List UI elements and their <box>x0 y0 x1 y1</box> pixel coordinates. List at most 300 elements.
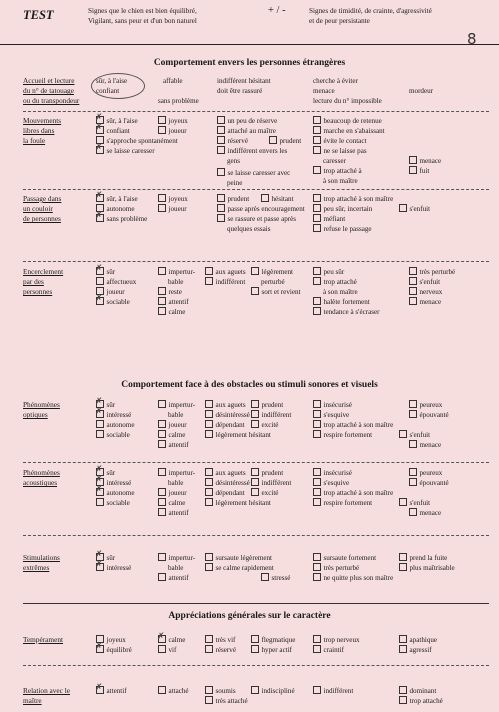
checkbox-option[interactable]: s'approche spontanément <box>96 136 178 146</box>
checkbox-option[interactable]: aux aguets <box>205 400 246 410</box>
checkbox[interactable] <box>313 420 321 428</box>
option-text: perturbé <box>261 278 285 286</box>
checkbox[interactable] <box>399 686 407 694</box>
checkbox[interactable] <box>409 478 417 486</box>
checkbox[interactable] <box>158 498 166 506</box>
checkbox[interactable] <box>313 214 321 222</box>
checkbox[interactable] <box>313 645 321 653</box>
row-label: Relation avec le maître <box>23 686 71 706</box>
option-text: bable <box>168 564 184 572</box>
checkbox-option[interactable]: ✗intéressé <box>96 478 131 488</box>
row-accueil <box>23 76 489 112</box>
checkbox[interactable] <box>158 508 166 516</box>
checkbox-option[interactable]: prudent <box>251 400 283 410</box>
checkbox-option[interactable]: apathique <box>399 635 437 645</box>
checkbox-option[interactable]: marche en s'abaissant <box>313 126 385 136</box>
row-label: Passage dans un couloir de personnes <box>23 194 62 224</box>
row-label: Stimulations extrêmes <box>23 553 60 573</box>
checkbox[interactable] <box>313 478 321 486</box>
header-positive-signs <box>88 6 248 26</box>
checkbox-option[interactable]: désintéressé <box>205 478 250 488</box>
checkbox[interactable] <box>158 204 166 212</box>
row-relation <box>23 686 489 710</box>
option-text: cherche à éviter <box>313 77 358 85</box>
checkbox[interactable] <box>158 635 166 643</box>
checkbox[interactable] <box>313 297 321 305</box>
checkbox[interactable] <box>217 204 225 212</box>
checkbox[interactable] <box>409 468 417 476</box>
option-text: menace <box>313 87 335 95</box>
checkbox-option[interactable]: ne quitte plus son maître <box>313 573 393 583</box>
checkbox[interactable] <box>217 146 225 154</box>
checkbox-option[interactable]: menace <box>409 508 441 518</box>
checkbox-option[interactable]: légèrement <box>251 267 293 277</box>
checkbox[interactable] <box>251 686 259 694</box>
checkbox[interactable] <box>96 277 104 285</box>
checkbox-option[interactable]: autonome <box>96 204 134 214</box>
checkbox[interactable] <box>399 498 407 506</box>
checkbox[interactable] <box>205 553 213 561</box>
checkbox-option[interactable]: trop attaché à son maître <box>313 194 393 204</box>
row-temperament <box>23 635 489 659</box>
section-title: Comportement envers les personnes étrangères <box>153 58 346 68</box>
checkbox-option[interactable]: reste <box>158 287 182 297</box>
checkbox[interactable] <box>217 194 225 202</box>
checkbox[interactable] <box>409 400 417 408</box>
checkbox[interactable] <box>399 553 407 561</box>
checkbox-option[interactable]: calme <box>158 430 185 440</box>
checkbox[interactable] <box>409 508 417 516</box>
checkbox-option[interactable]: ne se laisse pas <box>313 146 367 156</box>
handwritten-number: 8 <box>467 30 477 48</box>
checkbox[interactable] <box>313 573 321 581</box>
checkbox[interactable] <box>205 478 213 486</box>
row-label: Mouvements libres dans la foule <box>23 116 62 146</box>
checkbox[interactable] <box>409 277 417 285</box>
checkbox-option[interactable]: ✗confiant <box>96 126 130 136</box>
checkbox[interactable] <box>313 194 321 202</box>
checkbox-option[interactable]: indifférent <box>251 410 291 420</box>
checkbox[interactable] <box>217 116 225 124</box>
checkbox[interactable] <box>313 166 321 174</box>
checkbox-option[interactable]: ✗équilibré <box>96 645 132 655</box>
checkbox-option[interactable]: ✗sociable <box>96 297 130 307</box>
checkbox-option[interactable]: s'enfuit <box>399 430 430 440</box>
checkbox-option[interactable]: joyeux <box>96 635 126 645</box>
checkbox[interactable] <box>313 553 321 561</box>
checkbox-option[interactable]: impertur- <box>158 553 195 563</box>
checkbox-option[interactable]: insécurisé <box>313 400 352 410</box>
checkbox[interactable] <box>313 277 321 285</box>
checkbox[interactable] <box>409 287 417 295</box>
checkbox-option[interactable]: peureux <box>409 400 442 410</box>
checkbox-option[interactable]: se laisse caresser avec <box>217 168 290 178</box>
option-text: bable <box>168 278 184 286</box>
checkbox[interactable] <box>96 126 104 134</box>
checkbox-option[interactable]: prudent <box>269 136 301 146</box>
checkbox-option[interactable]: joueur <box>158 126 187 136</box>
option-text: quelques essais <box>227 225 271 233</box>
checkbox[interactable] <box>313 307 321 315</box>
checkbox[interactable] <box>158 420 166 428</box>
checkbox-option[interactable]: respire fortement <box>313 498 372 508</box>
checkbox[interactable] <box>158 297 166 305</box>
checkbox-option[interactable]: trop nerveux <box>313 635 360 645</box>
checkbox-option[interactable]: sociable <box>96 498 130 508</box>
dashed-separator <box>23 189 489 190</box>
checkbox-option[interactable]: réservé <box>217 136 248 146</box>
checkbox-option[interactable]: dépendant <box>205 420 245 430</box>
dashed-separator <box>23 665 489 666</box>
checkbox-option[interactable]: joyeux <box>158 194 188 204</box>
checkbox-option[interactable]: s'enfuit <box>409 277 440 287</box>
checkbox[interactable] <box>313 204 321 212</box>
checkbox-option[interactable]: indifférent <box>313 686 353 696</box>
checkbox[interactable] <box>261 573 269 581</box>
checkbox-option[interactable]: prudent <box>217 194 249 204</box>
option-text: bable <box>168 411 184 419</box>
checkbox-option[interactable]: calme <box>158 307 185 317</box>
checkbox-option[interactable]: beaucoup de retenue <box>313 116 382 126</box>
checkbox[interactable] <box>313 410 321 418</box>
checkbox-option[interactable]: attentif <box>158 297 189 307</box>
checkbox-option[interactable]: respire fortement <box>313 430 372 440</box>
checkbox[interactable] <box>313 430 321 438</box>
checkbox[interactable] <box>313 116 321 124</box>
checkbox-option[interactable]: ✗sûr <box>96 400 115 410</box>
checkbox[interactable] <box>205 686 213 694</box>
checkbox-option[interactable]: joueur <box>158 420 187 430</box>
checkbox[interactable] <box>205 410 213 418</box>
dashed-separator <box>23 462 489 463</box>
checkbox-option[interactable]: sort et revient <box>251 287 301 297</box>
checkbox-option[interactable]: attaché au maître <box>217 126 276 136</box>
checkbox-option[interactable]: aux aguets <box>205 267 246 277</box>
checkbox-option[interactable]: hésitant <box>261 194 294 204</box>
checkbox[interactable] <box>399 645 407 653</box>
checkbox-option[interactable]: trop attaché à son maître <box>313 420 393 430</box>
checkbox[interactable] <box>205 563 213 571</box>
checkbox-option[interactable]: attentif <box>158 440 189 450</box>
checkbox[interactable] <box>96 430 104 438</box>
checkbox[interactable] <box>96 267 104 275</box>
checkbox[interactable] <box>251 400 259 408</box>
row-passage <box>23 194 489 254</box>
checkbox[interactable] <box>158 645 166 653</box>
checkbox-option[interactable]: plus maîtrisable <box>399 563 455 573</box>
checkbox[interactable] <box>205 696 213 704</box>
checkbox-option[interactable]: s'enfuit <box>399 204 430 214</box>
checkbox[interactable] <box>251 420 259 428</box>
checkbox[interactable] <box>205 645 213 653</box>
checkbox-option[interactable]: affectueux <box>96 277 136 287</box>
checkbox-option[interactable]: ✗attentif <box>96 686 127 696</box>
checkbox-option[interactable]: indifférent <box>251 478 291 488</box>
checkbox[interactable] <box>313 136 321 144</box>
checkbox[interactable] <box>251 468 259 476</box>
checkbox[interactable] <box>217 168 225 176</box>
checkbox-option[interactable]: excité <box>251 420 278 430</box>
checkbox-option[interactable]: méfiant <box>313 214 345 224</box>
checkbox-option[interactable]: menace <box>409 297 441 307</box>
checkbox-option[interactable]: agressif <box>399 645 432 655</box>
checkbox-option[interactable]: refuse le passage <box>313 224 372 234</box>
checkbox[interactable] <box>313 488 321 496</box>
section-title: Comportement face à des obstacles ou stimuli sonores et visuels <box>121 380 378 390</box>
checkbox[interactable] <box>96 686 104 694</box>
checkbox-option[interactable]: très perturbé <box>409 267 455 277</box>
checkbox[interactable] <box>96 563 104 571</box>
checkbox[interactable] <box>409 156 417 164</box>
checkbox-option[interactable]: soumis <box>205 686 236 696</box>
checkbox-option[interactable]: s'esquive <box>313 478 349 488</box>
checkbox-option[interactable]: légèrement hésitant <box>205 430 271 440</box>
checkbox-option[interactable]: passe après encouragement <box>217 204 305 214</box>
section-title: Appréciations générales sur le caractère <box>168 611 331 621</box>
checkbox-option[interactable]: prudent <box>251 468 283 478</box>
row-stimulations <box>23 553 489 593</box>
checkbox-option[interactable]: évite le contact <box>313 136 366 146</box>
checkbox[interactable] <box>399 563 407 571</box>
option-text: doit être rassuré <box>217 87 263 95</box>
checkbox[interactable] <box>251 287 259 295</box>
checkbox[interactable] <box>158 430 166 438</box>
checkbox-option[interactable]: craintif <box>313 645 344 655</box>
checkbox[interactable] <box>205 498 213 506</box>
checkbox[interactable] <box>251 410 259 418</box>
checkbox[interactable] <box>96 420 104 428</box>
checkbox[interactable] <box>205 267 213 275</box>
checkbox[interactable] <box>158 287 166 295</box>
checkbox[interactable] <box>313 267 321 275</box>
checkbox[interactable] <box>158 126 166 134</box>
checkbox[interactable] <box>158 488 166 496</box>
checkbox[interactable] <box>96 194 104 202</box>
header-right-line: et de peur persistante <box>309 17 370 25</box>
row-optiques <box>23 400 489 460</box>
option-text: affable <box>163 77 183 85</box>
dashed-separator <box>23 261 489 262</box>
checkbox[interactable] <box>313 635 321 643</box>
checkbox-option[interactable]: insécurisé <box>313 468 352 478</box>
checkbox[interactable] <box>399 204 407 212</box>
checkbox-option[interactable]: peu sûr <box>313 267 344 277</box>
checkbox[interactable] <box>251 635 259 643</box>
header-plus-minus: + / - <box>268 5 286 16</box>
checkbox-option[interactable]: menace <box>409 156 441 166</box>
checkbox-option[interactable]: prend la fuite <box>399 553 447 563</box>
option-text: bable <box>168 479 184 487</box>
checkbox-option[interactable]: réservé <box>205 645 236 655</box>
header-left-line: Signes que le chien est bien équilibré, <box>88 7 197 15</box>
checkbox-option[interactable]: joueur <box>96 287 125 297</box>
solid-separator <box>23 603 489 604</box>
option-text: peine <box>227 179 243 187</box>
checkbox[interactable] <box>313 126 321 134</box>
checkbox[interactable] <box>313 498 321 506</box>
checkbox-option[interactable]: ✗intéressé <box>96 563 131 573</box>
checkbox[interactable] <box>158 553 166 561</box>
checkbox[interactable] <box>409 440 417 448</box>
checkbox-option[interactable]: ✗autonome <box>96 488 134 498</box>
checkbox-option[interactable]: ✗sûr <box>96 468 115 478</box>
checkbox-option[interactable]: ✗intéressé <box>96 410 131 420</box>
checkbox[interactable] <box>205 488 213 496</box>
checkbox-option[interactable]: menace <box>409 440 441 450</box>
checkbox-option[interactable]: ✗sûr, à l'aise <box>96 194 138 204</box>
checkbox[interactable] <box>269 136 277 144</box>
option-text: indifférent hésitant <box>217 77 271 85</box>
checkbox-option[interactable]: très perturbé <box>313 563 359 573</box>
checkbox-option[interactable]: joyeux <box>158 116 188 126</box>
checkbox[interactable] <box>205 420 213 428</box>
checkbox[interactable] <box>409 267 417 275</box>
checkbox[interactable] <box>158 440 166 448</box>
checkbox-option[interactable]: dépendant <box>205 488 245 498</box>
checkbox-option[interactable]: joueur <box>158 488 187 498</box>
checkbox[interactable] <box>96 214 104 222</box>
checkbox[interactable] <box>261 194 269 202</box>
checkbox[interactable] <box>205 277 213 285</box>
checkbox[interactable] <box>251 645 259 653</box>
checkbox-option[interactable]: trop attaché à <box>313 166 362 176</box>
checkbox[interactable] <box>399 635 407 643</box>
checkbox-option[interactable]: aux aguets <box>205 468 246 478</box>
checkbox[interactable] <box>313 563 321 571</box>
checkbox[interactable] <box>96 645 104 653</box>
checkbox[interactable] <box>251 267 259 275</box>
checkbox-option[interactable]: sursaute légèrement <box>205 553 272 563</box>
checkbox[interactable] <box>158 194 166 202</box>
row-label: Accueil et lecture du n° de tatouage ou du transpondeur <box>23 76 80 106</box>
checkbox-option[interactable]: indifférent envers les <box>217 146 287 156</box>
checkbox[interactable] <box>313 224 321 232</box>
checkbox-option[interactable]: désintéressé <box>205 410 250 420</box>
checkbox-option[interactable]: vif <box>158 645 176 655</box>
checkbox[interactable] <box>158 307 166 315</box>
checkbox[interactable] <box>409 297 417 305</box>
checkbox-option[interactable]: autonome <box>96 420 134 430</box>
checkbox[interactable] <box>158 116 166 124</box>
row-label: Encerclement par des personnes <box>23 267 64 297</box>
checkbox[interactable] <box>251 488 259 496</box>
checkbox-option[interactable]: impertur- <box>158 267 195 277</box>
checkbox-option[interactable]: peureux <box>409 468 442 478</box>
checkbox[interactable] <box>158 686 166 694</box>
row-acoustiques <box>23 468 489 528</box>
checkbox[interactable] <box>96 410 104 418</box>
checkbox[interactable] <box>409 166 417 174</box>
checkbox-option[interactable]: épouvanté <box>409 410 449 420</box>
checkbox-option[interactable]: légèrement hésitant <box>205 498 271 508</box>
checkbox[interactable] <box>313 686 321 694</box>
checkbox[interactable] <box>251 478 259 486</box>
checkbox-option[interactable]: indiscipliné <box>251 686 295 696</box>
checkbox[interactable] <box>205 635 213 643</box>
checkbox-option[interactable]: un peu de réserve <box>217 116 277 126</box>
checkbox-option[interactable]: attentif <box>158 508 189 518</box>
checkbox[interactable] <box>313 468 321 476</box>
checkbox[interactable] <box>158 400 166 408</box>
checkbox-option[interactable]: sursaute fortement <box>313 553 376 563</box>
checkbox-option[interactable]: impertur- <box>158 468 195 478</box>
checkbox[interactable] <box>96 498 104 506</box>
checkbox[interactable] <box>313 400 321 408</box>
checkbox[interactable] <box>96 297 104 305</box>
checkbox[interactable] <box>399 430 407 438</box>
checkbox[interactable] <box>409 410 417 418</box>
dashed-separator <box>23 535 489 536</box>
checkbox-option[interactable]: trop attaché <box>313 277 357 287</box>
checkbox-option[interactable]: peu sûr, incertain <box>313 204 372 214</box>
checkbox-option[interactable]: ✗sûr <box>96 267 115 277</box>
checkbox-option[interactable]: flegmatique <box>251 635 295 645</box>
checkbox[interactable] <box>399 696 407 704</box>
row-label: Phénomènes optiques <box>23 400 60 420</box>
checkbox[interactable] <box>158 573 166 581</box>
option-text: lecture du n° impossible <box>313 97 382 105</box>
option-text: caresser <box>323 157 346 165</box>
checkbox[interactable] <box>96 146 104 154</box>
checkbox-option[interactable]: se rassure et passe après <box>217 214 296 224</box>
checkbox[interactable] <box>205 430 213 438</box>
checkbox-option[interactable]: attaché <box>158 686 189 696</box>
checkbox-option[interactable]: indifférent <box>205 277 245 287</box>
checkbox-option[interactable]: dominant <box>399 686 436 696</box>
dashed-separator <box>23 111 489 112</box>
checkbox-option[interactable]: stressé <box>261 573 290 583</box>
checkbox[interactable] <box>217 126 225 134</box>
checkbox[interactable] <box>205 400 213 408</box>
checkbox-option[interactable]: tendance à s'écraser <box>313 307 380 317</box>
checkbox-option[interactable]: très attaché <box>205 696 248 706</box>
checkbox-option[interactable]: joueur <box>158 204 187 214</box>
checkbox[interactable] <box>217 136 225 144</box>
checkbox-option[interactable]: hyper actif <box>251 645 292 655</box>
checkbox-option[interactable]: impertur- <box>158 400 195 410</box>
option-text: à son maître <box>323 288 358 296</box>
option-text: à son maître <box>323 177 358 185</box>
checkbox-option[interactable]: ✗se laisse caresser <box>96 146 155 156</box>
checkbox-option[interactable]: fuit <box>409 166 429 176</box>
checkbox-option[interactable]: attentif <box>158 573 189 583</box>
checkbox[interactable] <box>205 468 213 476</box>
checkbox-option[interactable]: ✗sûr, à l'aise <box>96 116 138 126</box>
checkbox-option[interactable]: halète fortement <box>313 297 370 307</box>
checkbox[interactable] <box>313 146 321 154</box>
checkbox-option[interactable]: ✗calme <box>158 635 185 645</box>
checkbox-option[interactable]: se calme rapidement <box>205 563 274 573</box>
option-text: confiant <box>96 87 120 95</box>
checkbox-option[interactable]: très vif <box>205 635 235 645</box>
checkbox[interactable] <box>96 488 104 496</box>
checkbox-option[interactable]: ✗sûr <box>96 553 115 563</box>
checkbox-option[interactable]: sociable <box>96 430 130 440</box>
checkbox-option[interactable]: trop attaché <box>399 696 443 706</box>
checkbox-option[interactable]: excité <box>251 488 278 498</box>
checkbox-option[interactable]: s'enfuit <box>399 498 430 508</box>
checkbox[interactable] <box>158 267 166 275</box>
checkbox-option[interactable]: ✗sans problème <box>96 214 147 224</box>
checkbox-option[interactable]: s'esquive <box>313 410 349 420</box>
checkbox-option[interactable]: épouvanté <box>409 478 449 488</box>
checkbox-option[interactable]: trop attaché à son maître <box>313 488 393 498</box>
checkbox[interactable] <box>217 214 225 222</box>
checkbox-option[interactable]: nerveux <box>409 287 442 297</box>
checkbox-option[interactable]: calme <box>158 498 185 508</box>
form-header <box>0 0 499 48</box>
checkbox[interactable] <box>158 468 166 476</box>
